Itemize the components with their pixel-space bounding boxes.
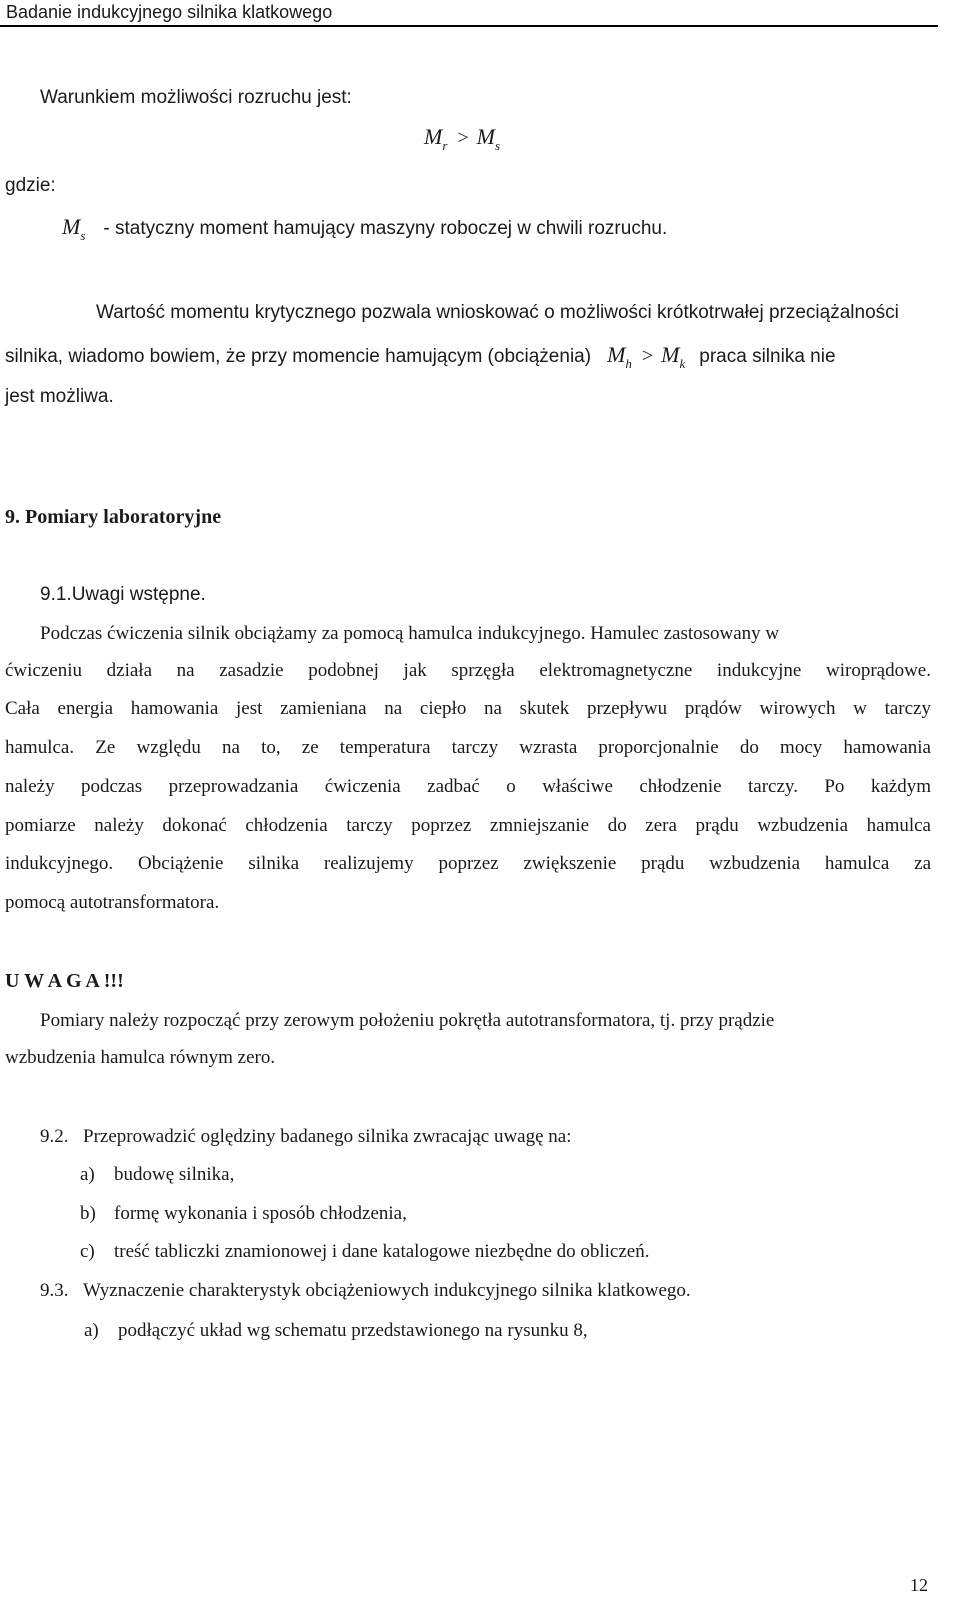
start-condition-formula bbox=[424, 124, 501, 153]
subsection-text-9-3: Wyznaczenie charakterystyk obciążeniowych indukcyjnego silnika klatkowego. bbox=[83, 1280, 691, 1301]
subsection-number-9-3: 9.3. bbox=[40, 1280, 69, 1301]
body-line: ćwiczeniu działa na zasadzie podobnej jak sprzęgła elektromagnetyczne indukcyjne wiroprądowe. bbox=[5, 660, 931, 681]
paragraph-text: silnika, wiadomo bowiem, że przy momencie hamującym (obciążenia) bbox=[5, 346, 592, 367]
list-item: podłączyć układ wg schematu przedstawionego na rysunku 8, bbox=[118, 1320, 588, 1341]
formula-symbol: M bbox=[661, 342, 680, 367]
paragraph-text: praca silnika nie bbox=[699, 346, 836, 367]
body-line: pomocą autotransformatora. bbox=[5, 892, 220, 913]
page-number: 12 bbox=[910, 1575, 928, 1595]
warning-heading: U W A G A !!! bbox=[5, 970, 124, 992]
subsection-text-9-2: Przeprowadzić oględziny badanego silnika zwracając uwagę na: bbox=[83, 1126, 572, 1147]
body-line: indukcyjnego. Obciążenie silnika realizujemy poprzez zwiększenie prądu wzbudzenia hamulca za bbox=[5, 853, 931, 874]
formula-operator: > bbox=[457, 127, 469, 149]
subsection-number-9-2: 9.2. bbox=[40, 1126, 69, 1147]
list-item: formę wykonania i sposób chłodzenia, bbox=[114, 1203, 407, 1224]
paragraph-critical-torque-line3: jest możliwa. bbox=[5, 386, 114, 407]
formula-subscript: r bbox=[442, 138, 448, 153]
warning-text-line2: wzbudzenia hamulca równym zero. bbox=[5, 1047, 276, 1068]
body-line: hamulca. Ze względu na to, ze temperatura tarczy wzrasta proporcjonalnie do mocy hamowania bbox=[5, 737, 931, 758]
formula-subscript: s bbox=[495, 138, 501, 153]
subsection-heading-9-1: 9.1.Uwagi wstępne. bbox=[40, 584, 206, 605]
definition-line bbox=[62, 214, 668, 243]
list-item: treść tabliczki znamionowej i dane katalogowe niezbędne do obliczeń. bbox=[114, 1241, 650, 1262]
list-item-marker: b) bbox=[80, 1203, 96, 1224]
formula-symbol: M bbox=[476, 124, 495, 149]
section-heading: 9. Pomiary laboratoryjne bbox=[5, 506, 222, 528]
where-label: gdzie: bbox=[5, 175, 56, 196]
body-line: Podczas ćwiczenia silnik obciążamy za pomocą hamulca indukcyjnego. Hamulec zastosowany w bbox=[40, 623, 780, 644]
paragraph-formula bbox=[607, 342, 686, 371]
definition-text: - statyczny moment hamujący maszyny roboczej w chwili rozruchu. bbox=[103, 218, 668, 239]
list-item-marker: a) bbox=[80, 1164, 95, 1185]
formula-operator: > bbox=[641, 345, 654, 367]
paragraph-critical-torque-line1: Wartość momentu krytycznego pozwala wnioskować o możliwości krótkotrwałej przeciążalności bbox=[96, 302, 899, 323]
body-line: Cała energia hamowania jest zamieniana na ciepło na skutek przepływu prądów wirowych w tarczy bbox=[5, 698, 931, 719]
formula-symbol: M bbox=[424, 124, 443, 149]
warning-text-line1: Pomiary należy rozpocząć przy zerowym położeniu pokrętła autotransformatora, tj. przy prądzie bbox=[40, 1010, 775, 1031]
header-divider bbox=[0, 25, 938, 27]
formula-symbol: M bbox=[607, 342, 626, 367]
list-item-marker: a) bbox=[84, 1320, 99, 1341]
start-condition-text: Warunkiem możliwości rozruchu jest: bbox=[40, 87, 352, 108]
body-line: pomiarze należy dokonać chłodzenia tarczy poprzez zmniejszanie do zera prądu wzbudzenia hamulca bbox=[5, 815, 931, 836]
formula-subscript: h bbox=[625, 356, 632, 371]
formula-subscript: k bbox=[679, 356, 686, 371]
definition-subscript: s bbox=[80, 228, 86, 243]
list-item: budowę silnika, bbox=[114, 1164, 235, 1185]
running-header-title: Badanie indukcyjnego silnika klatkowego bbox=[6, 2, 333, 22]
definition-symbol: M bbox=[62, 214, 81, 239]
list-item-marker: c) bbox=[80, 1241, 95, 1262]
body-line: należy podczas przeprowadzania ćwiczenia zadbać o właściwe chłodzenie tarczy. Po każdym bbox=[5, 776, 931, 797]
paragraph-critical-torque-line2 bbox=[5, 342, 836, 371]
